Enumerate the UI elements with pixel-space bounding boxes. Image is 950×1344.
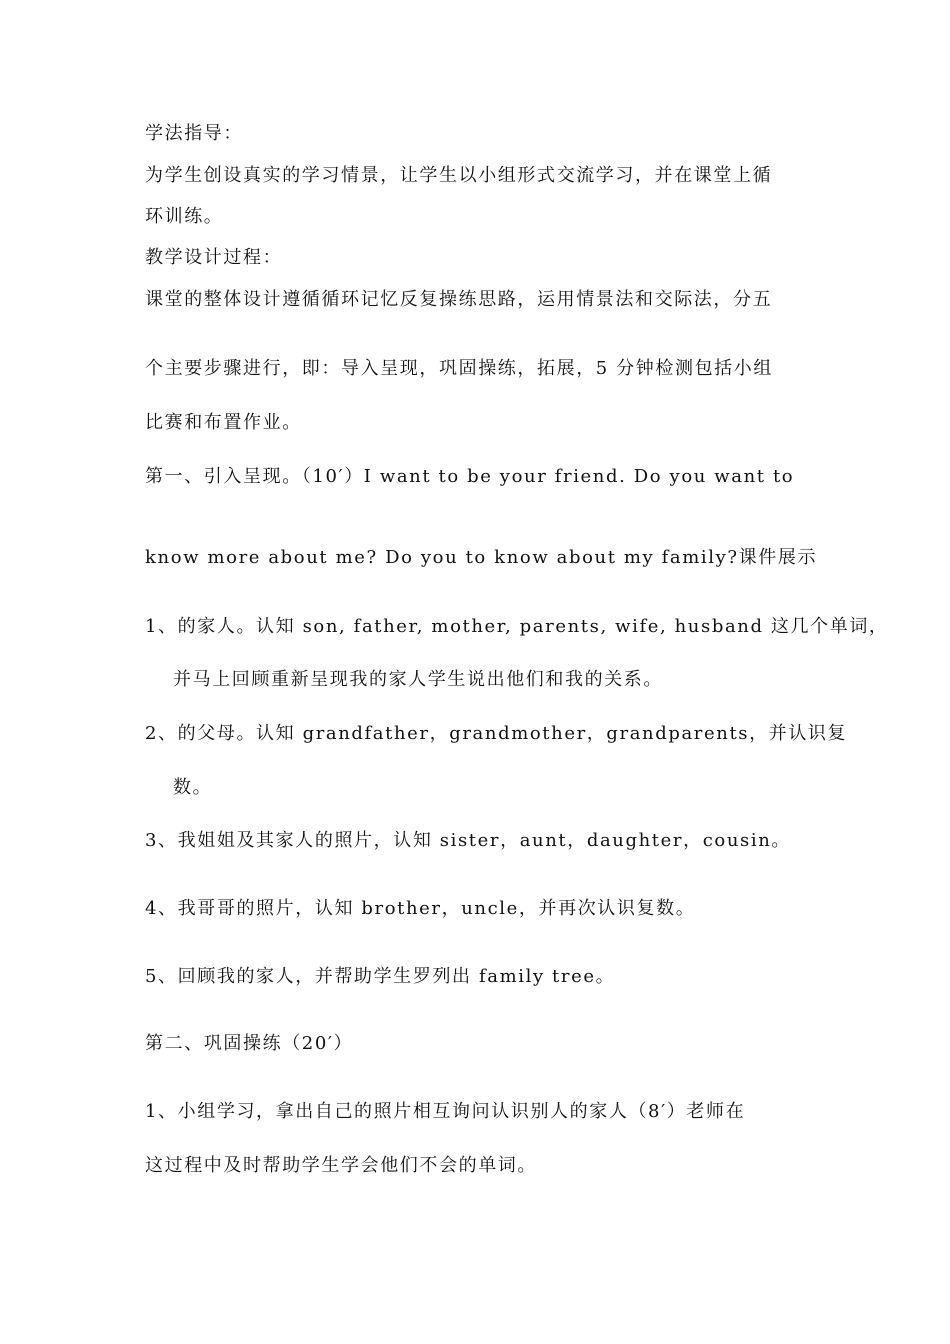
paragraph-line: 为学生创设真实的学习情景，让学生以小组形式交流学习，并在课堂上循	[145, 165, 773, 186]
heading-study-guidance: 学法指导：	[145, 123, 243, 144]
list-item: 5、回顾我的家人，并帮助学生罗列出 family tree。	[145, 966, 616, 987]
paragraph-line: know more about me? Do you to know about my family?课件展示	[145, 547, 818, 568]
list-item: 3、我姐姐及其家人的照片，认知 sister，aunt，daughter，cousin。	[145, 830, 791, 851]
paragraph-line: 个主要步骤进行，即：导入呈现，巩固操练，拓展，5 分钟检测包括小组	[145, 358, 773, 379]
paragraph-line: 这过程中及时帮助学生学会他们不会的单词。	[145, 1155, 537, 1176]
list-item: 2、的父母。认知 grandfather，grandmother，grandparents，并认识复	[145, 723, 848, 744]
list-item: 1、的家人。认知 son, father, mother, parents, wife, husband 这几个单词，	[145, 616, 889, 637]
heading-design-process: 教学设计过程：	[145, 247, 283, 268]
list-item-continuation: 数。	[173, 777, 213, 798]
paragraph-line: 环训练。	[145, 206, 224, 227]
list-item: 1、小组学习，拿出自己的照片相互询问认识别人的家人（8′）老师在	[145, 1101, 746, 1122]
list-item-continuation: 并马上回顾重新呈现我的家人学生说出他们和我的关系。	[173, 669, 663, 690]
list-item: 4、我哥哥的照片，认知 brother，uncle，并再次认识复数。	[145, 898, 696, 919]
section-heading-1: 第一、引入呈现。（10′）I want to be your friend. Do you want to	[145, 466, 795, 487]
paragraph-line: 比赛和布置作业。	[145, 412, 302, 433]
section-heading-2: 第二、巩固操练（20′）	[145, 1033, 354, 1054]
paragraph-line: 课堂的整体设计遵循循环记忆反复操练思路，运用情景法和交际法，分五	[145, 289, 773, 310]
